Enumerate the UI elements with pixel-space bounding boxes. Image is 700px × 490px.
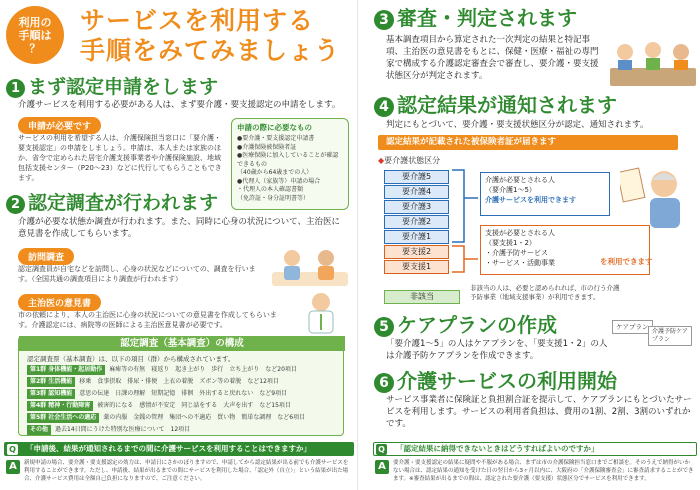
- step1-number: 1: [6, 79, 25, 98]
- step6-body: サービス事業者に保険証と負担割合証を提示して、ケアプランにもとづいたサービスを利用します。サービスの利用者負担は、費用の1割、2割、3割のいずれかです。: [386, 395, 692, 429]
- step6-heading: [374, 369, 617, 393]
- level-bracket-arrows: [450, 168, 480, 278]
- home-visit-pill: 訪問調査: [18, 248, 74, 265]
- insurance-card-notice: 認定結果が記載された被保険者証が届きます: [378, 135, 678, 150]
- survey-structure-box: [18, 336, 344, 436]
- survey-group-items: 薬の内服 金銭の管理 集団への不適応 買い物 簡単な調理 など6項目: [103, 414, 306, 421]
- step1-lead: 介護サービスを利用する必要がある人は、まず要介護・要支援認定の申請をします。: [18, 100, 341, 110]
- care-level-label: [378, 155, 440, 166]
- survey-group-tag: 第4群 精神・行動障害: [27, 401, 93, 411]
- required-item: ●要介護・要支援認定申請書: [237, 135, 315, 142]
- step6-number: 6: [374, 373, 394, 393]
- care-level-5: 要介護5: [384, 170, 449, 184]
- step5-title: ケアプランの作成: [397, 313, 557, 337]
- step3-number: 3: [374, 10, 394, 30]
- survey-row: [27, 389, 339, 399]
- step4-body: 判定にもとづいて、要介護・要支援状態区分が認定、通知されます。: [386, 120, 649, 130]
- step6-title: 介護サービスの利用開始: [397, 369, 617, 393]
- step4-title: 認定結果が通知されます: [397, 93, 617, 117]
- diamond-icon: ◆: [378, 156, 385, 165]
- intro-badge: 利用の 手順は ？: [6, 6, 64, 64]
- step3-title: 審査・判定されます: [397, 6, 577, 30]
- doctor-illustration: [296, 290, 346, 334]
- answer-mark-icon: A: [375, 460, 389, 474]
- care-level-4: 要介護4: [384, 185, 449, 199]
- support-needed-title: 支援が必要とされる人: [485, 229, 555, 237]
- required-item: ●介護保険被保険者証: [237, 143, 297, 151]
- step4-heading: [374, 93, 617, 117]
- qa-answer-text-right: 要介護・要支援認定の結果に疑問や不服がある場合、まずは市の介護保険担当窓口までご相談を。そのうえで納得がいかない場合は、認定結果の通知を受けた日の翌日から3ヶ月以内に、大阪府の「介護保険審査会」に審査請求することができます。※審査結果が出るまでの間は、認定された要介護（要支援）状態区分でサービスを利用できます。: [393, 460, 694, 482]
- support-service-1: ・介護予防サービス: [485, 249, 548, 257]
- qa-question-bar: 「申請後、結果が通知されるまでの間に介護サービスを利用することはできますか」: [4, 442, 354, 456]
- qa-question-bar-right: 「認定結果に納得できないときはどうすればよいのですか」: [373, 442, 697, 456]
- survey-row: [27, 365, 339, 375]
- care-needed-sub: （要介護1〜5）: [485, 186, 536, 194]
- step5-heading: [374, 313, 557, 337]
- support-service-available: を利用できます: [600, 257, 653, 266]
- care-needed-title: 介護が必要とされる人: [485, 176, 555, 184]
- care-level-1: 要介護1: [384, 230, 449, 244]
- doctor-opinion-pill: 主治医の意見書: [18, 294, 101, 311]
- support-level-1: 要支援1: [384, 260, 449, 274]
- survey-group-items: 過去14日間にうけた特別な医療について 12項目: [55, 426, 191, 433]
- required-item: ・代理人の本人確認書類: [237, 186, 304, 193]
- not-applicable-body: 非該当の人は、必要と認められれば、市の行う介護予防事業（地域支援事業）が利用できます。: [470, 284, 620, 301]
- care-service-available: 介護サービスを利用できます: [485, 196, 576, 204]
- required-items-box: [231, 118, 349, 210]
- step2-title: 認定調査が行われます: [28, 192, 219, 214]
- survey-group-tag: 第1群 身体機能・起居動作: [27, 365, 105, 375]
- support-service-2: ・サービス・活動事業: [485, 259, 555, 267]
- application-required-pill: 申請が必要です: [18, 117, 101, 134]
- survey-structure-title: 認定調査（基本調査）の構成: [19, 336, 345, 351]
- survey-group-tag: 第5群 社会生活への適応: [27, 413, 99, 423]
- required-item: （免許証・身分証明書等）: [237, 194, 310, 202]
- required-item: （40歳から64歳までの人）: [237, 169, 313, 176]
- home-visit-illustration: [272, 244, 348, 288]
- step1-title: まず認定申請をします: [28, 76, 219, 98]
- step5-body: 「要介護1〜5」の人はケアプランを、「要支援1・2」の人は介護予防ケアプランを作成できます。: [386, 339, 608, 361]
- survey-row: [27, 377, 339, 387]
- careplan-doc-label: ケアプラン: [612, 320, 653, 334]
- care-level-label-text: 要介護状態区分: [384, 156, 441, 165]
- doctor-opinion-body: 市の依頼により、本人の主治医に心身の状況についての意見書を作成してもらいます。介護認定には、病院等の医師による主治医意見書が必要です。: [18, 311, 277, 329]
- application-body: サービスの利用を希望する人は、介護保険担当窓口に「要介護・要支援認定」の申請をしましょう。申請は、本人または家族のほか、省令で定められた居宅介護支援事業者や介護保険施設、地域包括支援センター（P20〜23）などに代行してもらうこともできます。: [18, 134, 222, 182]
- step2-lead: 介護が必要な状態か調査が行われます。また、同時に心身の状況について、主治医に意見書を作成してもらいます。: [18, 217, 340, 239]
- survey-group-items: 意思の伝達 日課の理解 短期記憶 徘徊 外出すると戻れない など9項目: [79, 390, 288, 397]
- page-title: サービスを利用する 手順をみてみましょう: [80, 6, 341, 65]
- support-needed-sub: （要支援1・2）: [485, 239, 536, 247]
- survey-row: [27, 425, 339, 435]
- step5-number: 5: [374, 317, 394, 337]
- qa-answer-text: 新規申請の場合、要介護・要支援認定の効力は、申請日にさかのぼりますので、申請してから認定結果が出る前でも介護サービスを利用することができます。ただし、申請後、結果が出るまでの間にサービスを利用した場合、「認定外（自立）」という結果が出た場合、介護サービス費用は全額自己負担になりますので、ご注意ください。: [24, 460, 349, 482]
- survey-group-items: 移乗 食事摂取 排尿・排便 上衣の着脱 ズボン等の着脱 など12項目: [79, 378, 279, 385]
- survey-group-tag: 第3群 認知機能: [27, 389, 75, 399]
- step3-heading: [374, 6, 577, 30]
- step3-body: 基本調査項目から算定された一次判定の結果と特記事項、主治医の意見書をもとに、保健・医療・福祉の専門家で構成する介護認定審査会で審査し、要介護・要支援状態区分が判定されます。: [386, 35, 599, 81]
- answer-mark-icon: A: [6, 460, 20, 474]
- survey-group-items: 被害的になる 感情が不安定 同じ話をする 大声を出す など15項目: [97, 402, 291, 409]
- care-level-3: 要介護3: [384, 200, 449, 214]
- survey-row: [27, 401, 339, 411]
- support-level-2: 要支援2: [384, 245, 449, 259]
- question-mark-icon: Q: [376, 444, 387, 455]
- survey-row: [27, 413, 339, 423]
- not-applicable-level: 非該当: [384, 290, 460, 304]
- step1-heading: [6, 76, 218, 98]
- home-visit-body: 認定調査員が自宅などを訪問し、心身の状況などについての、調査を行います。（全国共通の調査項目により調査が行われます）: [18, 265, 256, 283]
- required-item: ●医療保険に加入していることが確認できるもの: [237, 152, 339, 168]
- survey-group-items: 麻痺等の有無 寝返り 起き上がり 歩行 立ち上がり など20項目: [109, 366, 297, 373]
- care-needed-box: [480, 172, 610, 216]
- survey-group-tag: 第2群 生活機能: [27, 377, 75, 387]
- prevention-careplan-doc-label: 介護予防ケアプラン: [648, 326, 692, 346]
- question-mark-icon: Q: [7, 444, 18, 455]
- required-item: ●代理人（家族等）申請の場合: [237, 177, 321, 185]
- care-level-2: 要介護2: [384, 215, 449, 229]
- step2-heading: [6, 192, 218, 214]
- review-board-illustration: [610, 30, 696, 88]
- elderly-person-illustration: [620, 162, 692, 234]
- survey-group-tag: その他: [27, 425, 51, 435]
- step4-number: 4: [374, 97, 394, 117]
- column-divider: [357, 0, 358, 490]
- required-items-title: 申請の際に必要なもの: [237, 123, 312, 132]
- survey-intro: 認定調査票（基本調査）は、以下の項目（群）から構成されています。: [27, 355, 235, 363]
- step2-number: 2: [6, 195, 25, 214]
